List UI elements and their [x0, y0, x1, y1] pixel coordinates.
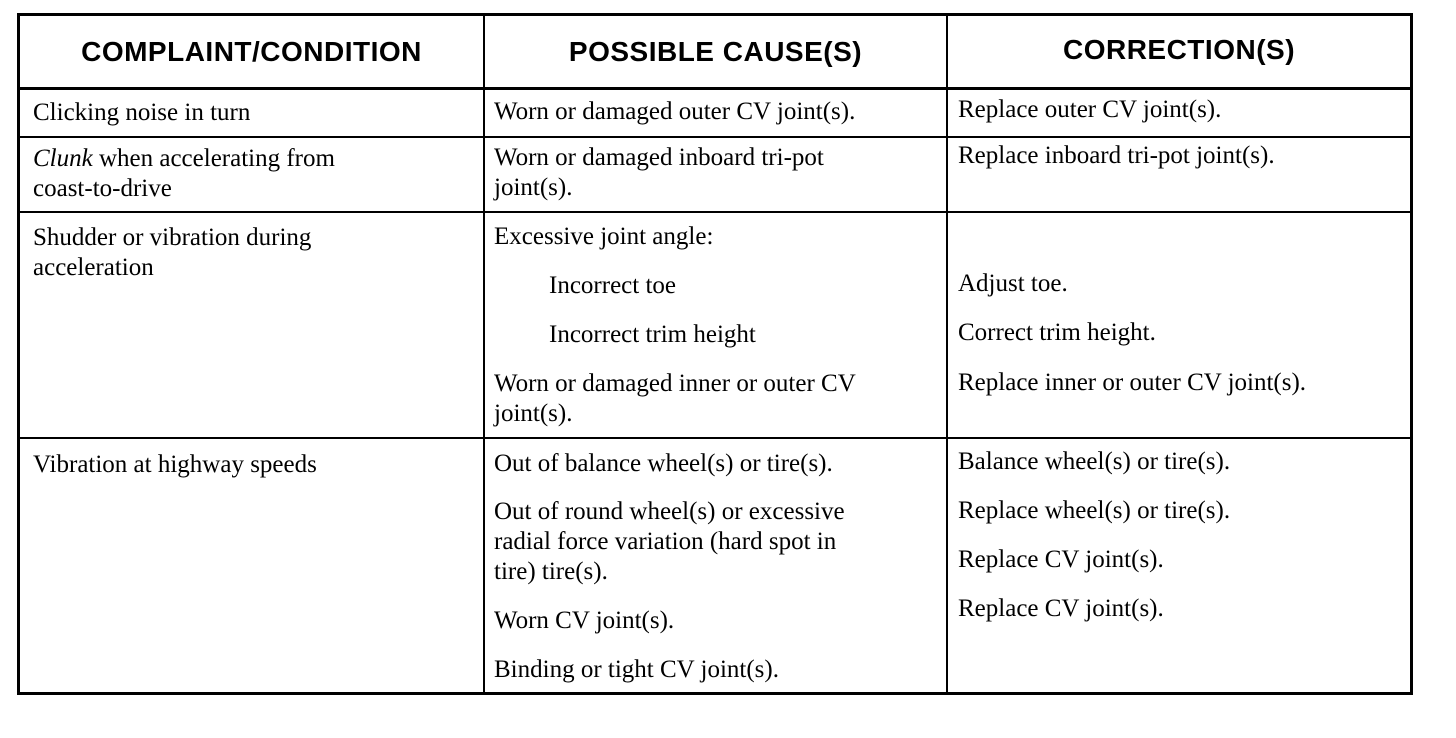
correction-text: Replace CV joint(s). [958, 546, 1164, 573]
cause-text: Binding or tight CV joint(s). [494, 656, 779, 683]
correction-text: Replace outer CV joint(s). [958, 96, 1222, 123]
column-divider [946, 16, 948, 692]
cause-text: Excessive joint angle: [494, 223, 714, 250]
cause-text: Incorrect toe [549, 272, 677, 299]
cause-text: Out of balance wheel(s) or tire(s). [494, 450, 833, 477]
correction-text: Replace inboard tri-pot joint(s). [958, 142, 1275, 169]
cause-text: Incorrect trim height [549, 321, 756, 348]
header-condition: COMPLAINT/CONDITION [81, 36, 422, 67]
condition-text: Shudder or vibration during [33, 224, 312, 251]
cause-text: joint(s). [494, 174, 573, 201]
cause-text: Worn or damaged inner or outer CV [494, 370, 856, 397]
diagnosis-table [17, 13, 1413, 695]
condition-emphasis: Clunk [33, 145, 93, 172]
condition-text: Clicking noise in turn [33, 99, 251, 126]
cause-text: joint(s). [494, 400, 573, 427]
row-divider [20, 136, 1410, 138]
header-correction: CORRECTION(S) [1062, 34, 1296, 65]
correction-text: Replace wheel(s) or tire(s). [958, 497, 1231, 524]
condition-text: Clunk when accelerating from [33, 145, 335, 172]
cause-text: Worn or damaged inboard tri-pot [494, 144, 824, 171]
correction-text: Correct trim height. [958, 319, 1156, 346]
condition-text: acceleration [33, 254, 154, 281]
cause-text: Out of round wheel(s) or excessive [494, 498, 845, 525]
header-cause: POSSIBLE CAUSE(S) [568, 36, 863, 67]
correction-text: Adjust toe. [958, 270, 1068, 297]
header-divider [20, 87, 1410, 90]
row-divider [20, 437, 1410, 439]
column-divider [483, 16, 485, 692]
cause-text: Worn CV joint(s). [494, 607, 675, 634]
cause-text: Worn or damaged outer CV joint(s). [494, 98, 856, 125]
row-divider [20, 211, 1410, 213]
cause-text: tire) tire(s). [494, 558, 608, 585]
condition-text: coast-to-drive [33, 175, 172, 202]
correction-text: Replace inner or outer CV joint(s). [958, 369, 1307, 396]
cause-text: radial force variation (hard spot in [494, 528, 837, 555]
correction-text: Replace CV joint(s). [958, 595, 1164, 622]
correction-text: Balance wheel(s) or tire(s). [958, 448, 1231, 475]
condition-text: Vibration at highway speeds [33, 451, 317, 478]
